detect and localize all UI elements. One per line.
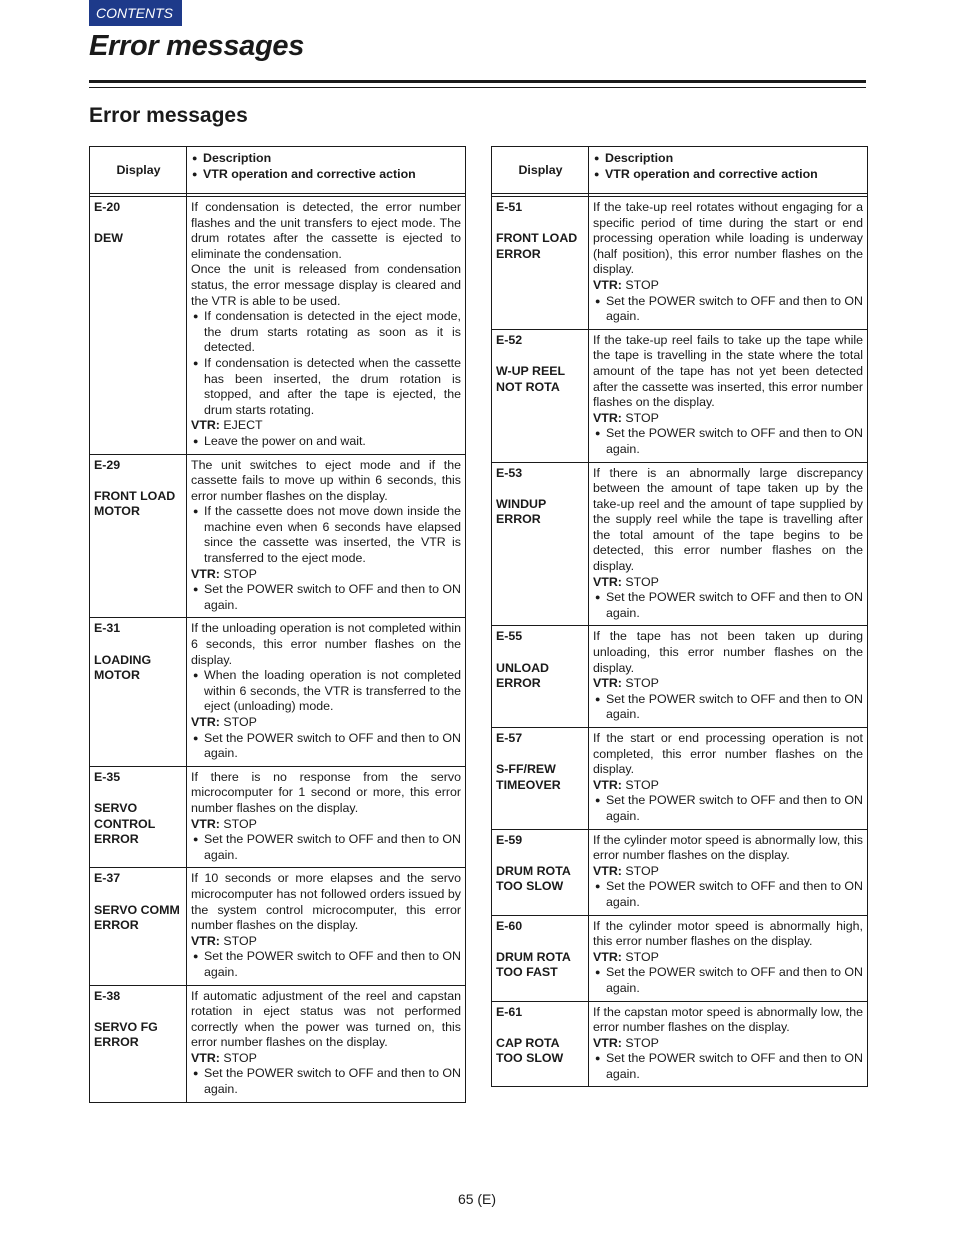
page-number: 65 (E) [457, 1191, 497, 1207]
error-code: E-29 [94, 457, 121, 472]
vtr-label: VTR: [593, 863, 622, 878]
corrective-action: ● Set the POWER switch to OFF and then to ON again. [593, 590, 863, 621]
corrective-action: ● Set the POWER switch to OFF and then to ON again. [593, 879, 863, 910]
error-name: FRONT LOAD ERROR [496, 231, 578, 261]
vtr-state: STOP [625, 574, 659, 589]
error-row [90, 985, 466, 1102]
description-paragraph: The unit switches to eject mode and if the cassette fails to move up within 6 seconds, this error number flashes on the display. [191, 457, 461, 503]
header-display: Display [90, 147, 187, 194]
description-paragraph: If the tape has not been taken up during unloading, this error number flashes on the display. [593, 629, 863, 675]
error-name: S-FF/REW TIMEOVER [496, 762, 561, 792]
vtr-state: STOP [223, 1050, 257, 1065]
error-row [492, 626, 868, 728]
corrective-action: ● Set the POWER switch to OFF and then to ON again. [593, 1051, 863, 1082]
vtr-label: VTR: [593, 949, 622, 964]
description-bullet: ● If condensation is detected when the cassette has been inserted, the drum rotation is stopped, and after the tape is ejected, the drum starts rotating. [191, 356, 461, 418]
error-rows-right [492, 197, 868, 1087]
error-description-cell [589, 1001, 868, 1087]
error-code: E-55 [496, 629, 523, 644]
vtr-state: STOP [625, 777, 659, 792]
vtr-label: VTR: [593, 777, 622, 792]
error-name: FRONT LOAD MOTOR [94, 488, 176, 519]
error-name: DRUM ROTA TOO FAST [496, 949, 571, 980]
error-row [90, 868, 466, 985]
corrective-action: ● Set the POWER switch to OFF and then to ON again. [191, 832, 461, 863]
error-code: E-59 [496, 832, 523, 847]
error-row [90, 618, 466, 766]
error-display-cell [90, 618, 187, 766]
error-display-cell [492, 915, 589, 1001]
vtr-label: VTR: [593, 410, 622, 425]
error-code: E-37 [94, 871, 121, 886]
table-header-row [90, 147, 466, 194]
error-display-cell [90, 766, 187, 868]
error-code: E-20 [94, 200, 121, 214]
vtr-state: STOP [223, 816, 257, 831]
corrective-action: ● Set the POWER switch to OFF and then to ON again. [593, 965, 863, 996]
header-description [589, 147, 868, 194]
error-row [90, 197, 466, 455]
error-code: E-35 [94, 769, 121, 784]
error-code: E-60 [496, 918, 523, 933]
description-bullet: ● When the loading operation is not completed within 6 seconds, the VTR is transferred to the eject (unloading) mode. [191, 668, 461, 715]
page-title: Error messages [89, 30, 305, 62]
error-description-cell [187, 985, 466, 1102]
vtr-operation [191, 934, 461, 950]
error-row [492, 462, 868, 626]
error-display-cell [492, 829, 589, 915]
corrective-action: ● Set the POWER switch to OFF and then to ON again. [593, 426, 863, 457]
error-name: SERVO CONTROL ERROR [94, 800, 156, 847]
section-title: Error messages [89, 104, 248, 127]
error-row [90, 766, 466, 868]
corrective-action: ● Set the POWER switch to OFF and then to ON again. [191, 1066, 461, 1097]
description-paragraph: If there is no response from the servo microcomputer for 1 second or more, this error number flashes on the display. [191, 769, 461, 815]
description-paragraph: If there is an abnormally large discrepancy between the amount of tape taken up by the take-up reel and the amount of tape supplied by the supply reel while the tape is travelling after the total amount of the tape begins to be detected, this error number flashes on the display. [593, 465, 863, 574]
header-description-label: ● Description [594, 151, 863, 167]
vtr-label: VTR: [191, 418, 220, 433]
vtr-label: VTR: [191, 566, 220, 581]
description-paragraph: If the take-up reel rotates without engaging for a specific period of time during the start or end processing operation while loading is underway (half position), this error number flashes on the display. [593, 200, 863, 277]
description-paragraph: If the cylinder motor speed is abnormally low, this error number flashes on the display. [593, 832, 863, 863]
error-table-left [89, 146, 466, 1103]
vtr-label: VTR: [593, 574, 622, 589]
error-row [492, 915, 868, 1001]
error-description-cell [589, 329, 868, 462]
vtr-label: VTR: [191, 816, 220, 831]
error-display-cell [492, 329, 589, 462]
vtr-operation [191, 418, 461, 434]
error-name: CAP ROTA TOO SLOW [496, 1035, 564, 1066]
corrective-action: ● Set the POWER switch to OFF and then to ON again. [593, 793, 863, 824]
table-header-row [492, 147, 868, 194]
vtr-operation [191, 715, 461, 731]
vtr-operation [593, 411, 863, 427]
vtr-operation [593, 278, 863, 294]
vtr-operation [191, 567, 461, 583]
corrective-action: ● Leave the power on and wait. [191, 434, 461, 450]
description-bullet: ● If condensation is detected in the eject mode, the drum starts rotating as soon as it is detected. [191, 309, 461, 356]
vtr-operation [593, 1036, 863, 1052]
vtr-state: STOP [223, 715, 257, 729]
description-paragraph: Once the unit is released from condensation status, the error message display is cleared and the VTR is able to be used. [191, 262, 461, 308]
error-description-cell [187, 454, 466, 618]
title-rule-thick [89, 80, 866, 83]
vtr-label: VTR: [191, 1050, 220, 1065]
error-display-cell [90, 454, 187, 618]
error-code: E-31 [94, 621, 121, 636]
error-display-cell [492, 1001, 589, 1087]
error-display-cell [90, 985, 187, 1102]
error-code: E-61 [496, 1004, 523, 1019]
contents-link[interactable]: CONTENTS [89, 0, 182, 26]
description-bullet: ● If the cassette does not move down inside the machine even when 6 seconds have elapsed since the cassette was inserted, the VTR is transferred to the eject mode. [191, 504, 461, 566]
vtr-operation [593, 778, 863, 794]
vtr-state: STOP [223, 566, 257, 581]
vtr-label: VTR: [593, 1035, 622, 1050]
error-name: DRUM ROTA TOO SLOW [496, 863, 571, 894]
corrective-action: ● Set the POWER switch to OFF and then to ON again. [191, 949, 461, 980]
error-row [492, 329, 868, 462]
description-paragraph: If automatic adjustment of the reel and capstan rotation in eject status was not performed correctly when the power was turned on, this error number flashes on the display. [191, 988, 461, 1050]
vtr-state: STOP [625, 1035, 659, 1050]
header-action-label: ● VTR operation and corrective action [192, 167, 461, 183]
description-paragraph: If the start or end processing operation is not completed, this error number flashes on the display. [593, 731, 863, 777]
error-description-cell [589, 829, 868, 915]
corrective-action: ● Set the POWER switch to OFF and then to ON again. [593, 692, 863, 723]
vtr-label: VTR: [191, 933, 220, 948]
error-row [492, 829, 868, 915]
vtr-state: STOP [625, 410, 659, 425]
description-paragraph: If 10 seconds or more elapses and the servo microcomputer has not followed orders issued by the system control microcomputer, this error number flashes on the display. [191, 871, 461, 933]
error-name: UNLOAD ERROR [496, 660, 549, 691]
corrective-action: ● Set the POWER switch to OFF and then to ON again. [593, 294, 863, 325]
error-name: SERVO FG ERROR [94, 1019, 158, 1050]
error-display-cell [492, 626, 589, 728]
error-description-cell [187, 197, 466, 455]
vtr-label: VTR: [191, 715, 220, 729]
error-description-cell [187, 868, 466, 985]
vtr-state: STOP [625, 277, 659, 292]
description-paragraph: If the take-up reel fails to take up the tape while the tape is travelling in the state where the total amount of the tape has not yet been detected after the cassette was inserted, this error number flashes on the display. [593, 332, 863, 410]
vtr-label: VTR: [593, 277, 622, 292]
corrective-action: ● Set the POWER switch to OFF and then to ON again. [191, 582, 461, 613]
vtr-state: STOP [625, 949, 659, 964]
vtr-operation [593, 864, 863, 880]
vtr-operation [593, 676, 863, 692]
error-description-cell [589, 728, 868, 830]
error-name: SERVO COMM ERROR [94, 902, 180, 933]
corrective-action: ● Set the POWER switch to OFF and then to ON again. [191, 731, 461, 762]
error-display-cell [492, 462, 589, 626]
description-paragraph: If the unloading operation is not completed within 6 seconds, this error number flashes on the display. [191, 621, 461, 667]
error-display-cell [492, 728, 589, 830]
error-code: E-51 [496, 200, 523, 214]
vtr-operation [593, 575, 863, 591]
error-name: DEW [94, 231, 123, 246]
vtr-label: VTR: [593, 676, 622, 691]
error-code: E-57 [496, 731, 523, 745]
error-display-cell [492, 197, 589, 330]
error-code: E-53 [496, 465, 523, 480]
error-display-cell [90, 868, 187, 985]
description-paragraph: If the capstan motor speed is abnormally low, the error number flashes on the display. [593, 1004, 863, 1035]
error-description-cell [589, 462, 868, 626]
error-row [492, 1001, 868, 1087]
header-action-label: ● VTR operation and corrective action [594, 167, 863, 183]
vtr-state: EJECT [223, 418, 263, 433]
error-description-cell [589, 626, 868, 728]
description-paragraph: If condensation is detected, the error number flashes and the unit transfers to eject mode. The drum rotates after the cassette is ejected to eliminate the condensation. [191, 200, 461, 261]
vtr-operation [191, 1051, 461, 1067]
vtr-state: STOP [223, 933, 257, 948]
error-row [90, 454, 466, 618]
header-description-label: ● Description [192, 151, 461, 167]
error-code: E-52 [496, 332, 523, 347]
error-description-cell [589, 197, 868, 330]
error-description-cell [187, 618, 466, 766]
vtr-operation [191, 817, 461, 833]
error-table-right [491, 146, 868, 1087]
vtr-state: STOP [625, 863, 659, 878]
error-name: W-UP REEL NOT ROTA [496, 363, 565, 394]
error-code: E-38 [94, 988, 121, 1003]
error-row [492, 197, 868, 330]
error-name: WINDUP ERROR [496, 496, 547, 527]
error-row [492, 728, 868, 830]
header-description [187, 147, 466, 194]
vtr-operation [593, 950, 863, 966]
error-description-cell [589, 915, 868, 1001]
title-rule-thin [89, 87, 866, 88]
vtr-state: STOP [625, 676, 659, 691]
description-paragraph: If the cylinder motor speed is abnormally high, this error number flashes on the display. [593, 918, 863, 949]
error-description-cell [187, 766, 466, 868]
error-rows-left [90, 197, 466, 1103]
header-display: Display [492, 147, 589, 194]
error-display-cell [90, 197, 187, 455]
error-name: LOADING MOTOR [94, 652, 152, 683]
